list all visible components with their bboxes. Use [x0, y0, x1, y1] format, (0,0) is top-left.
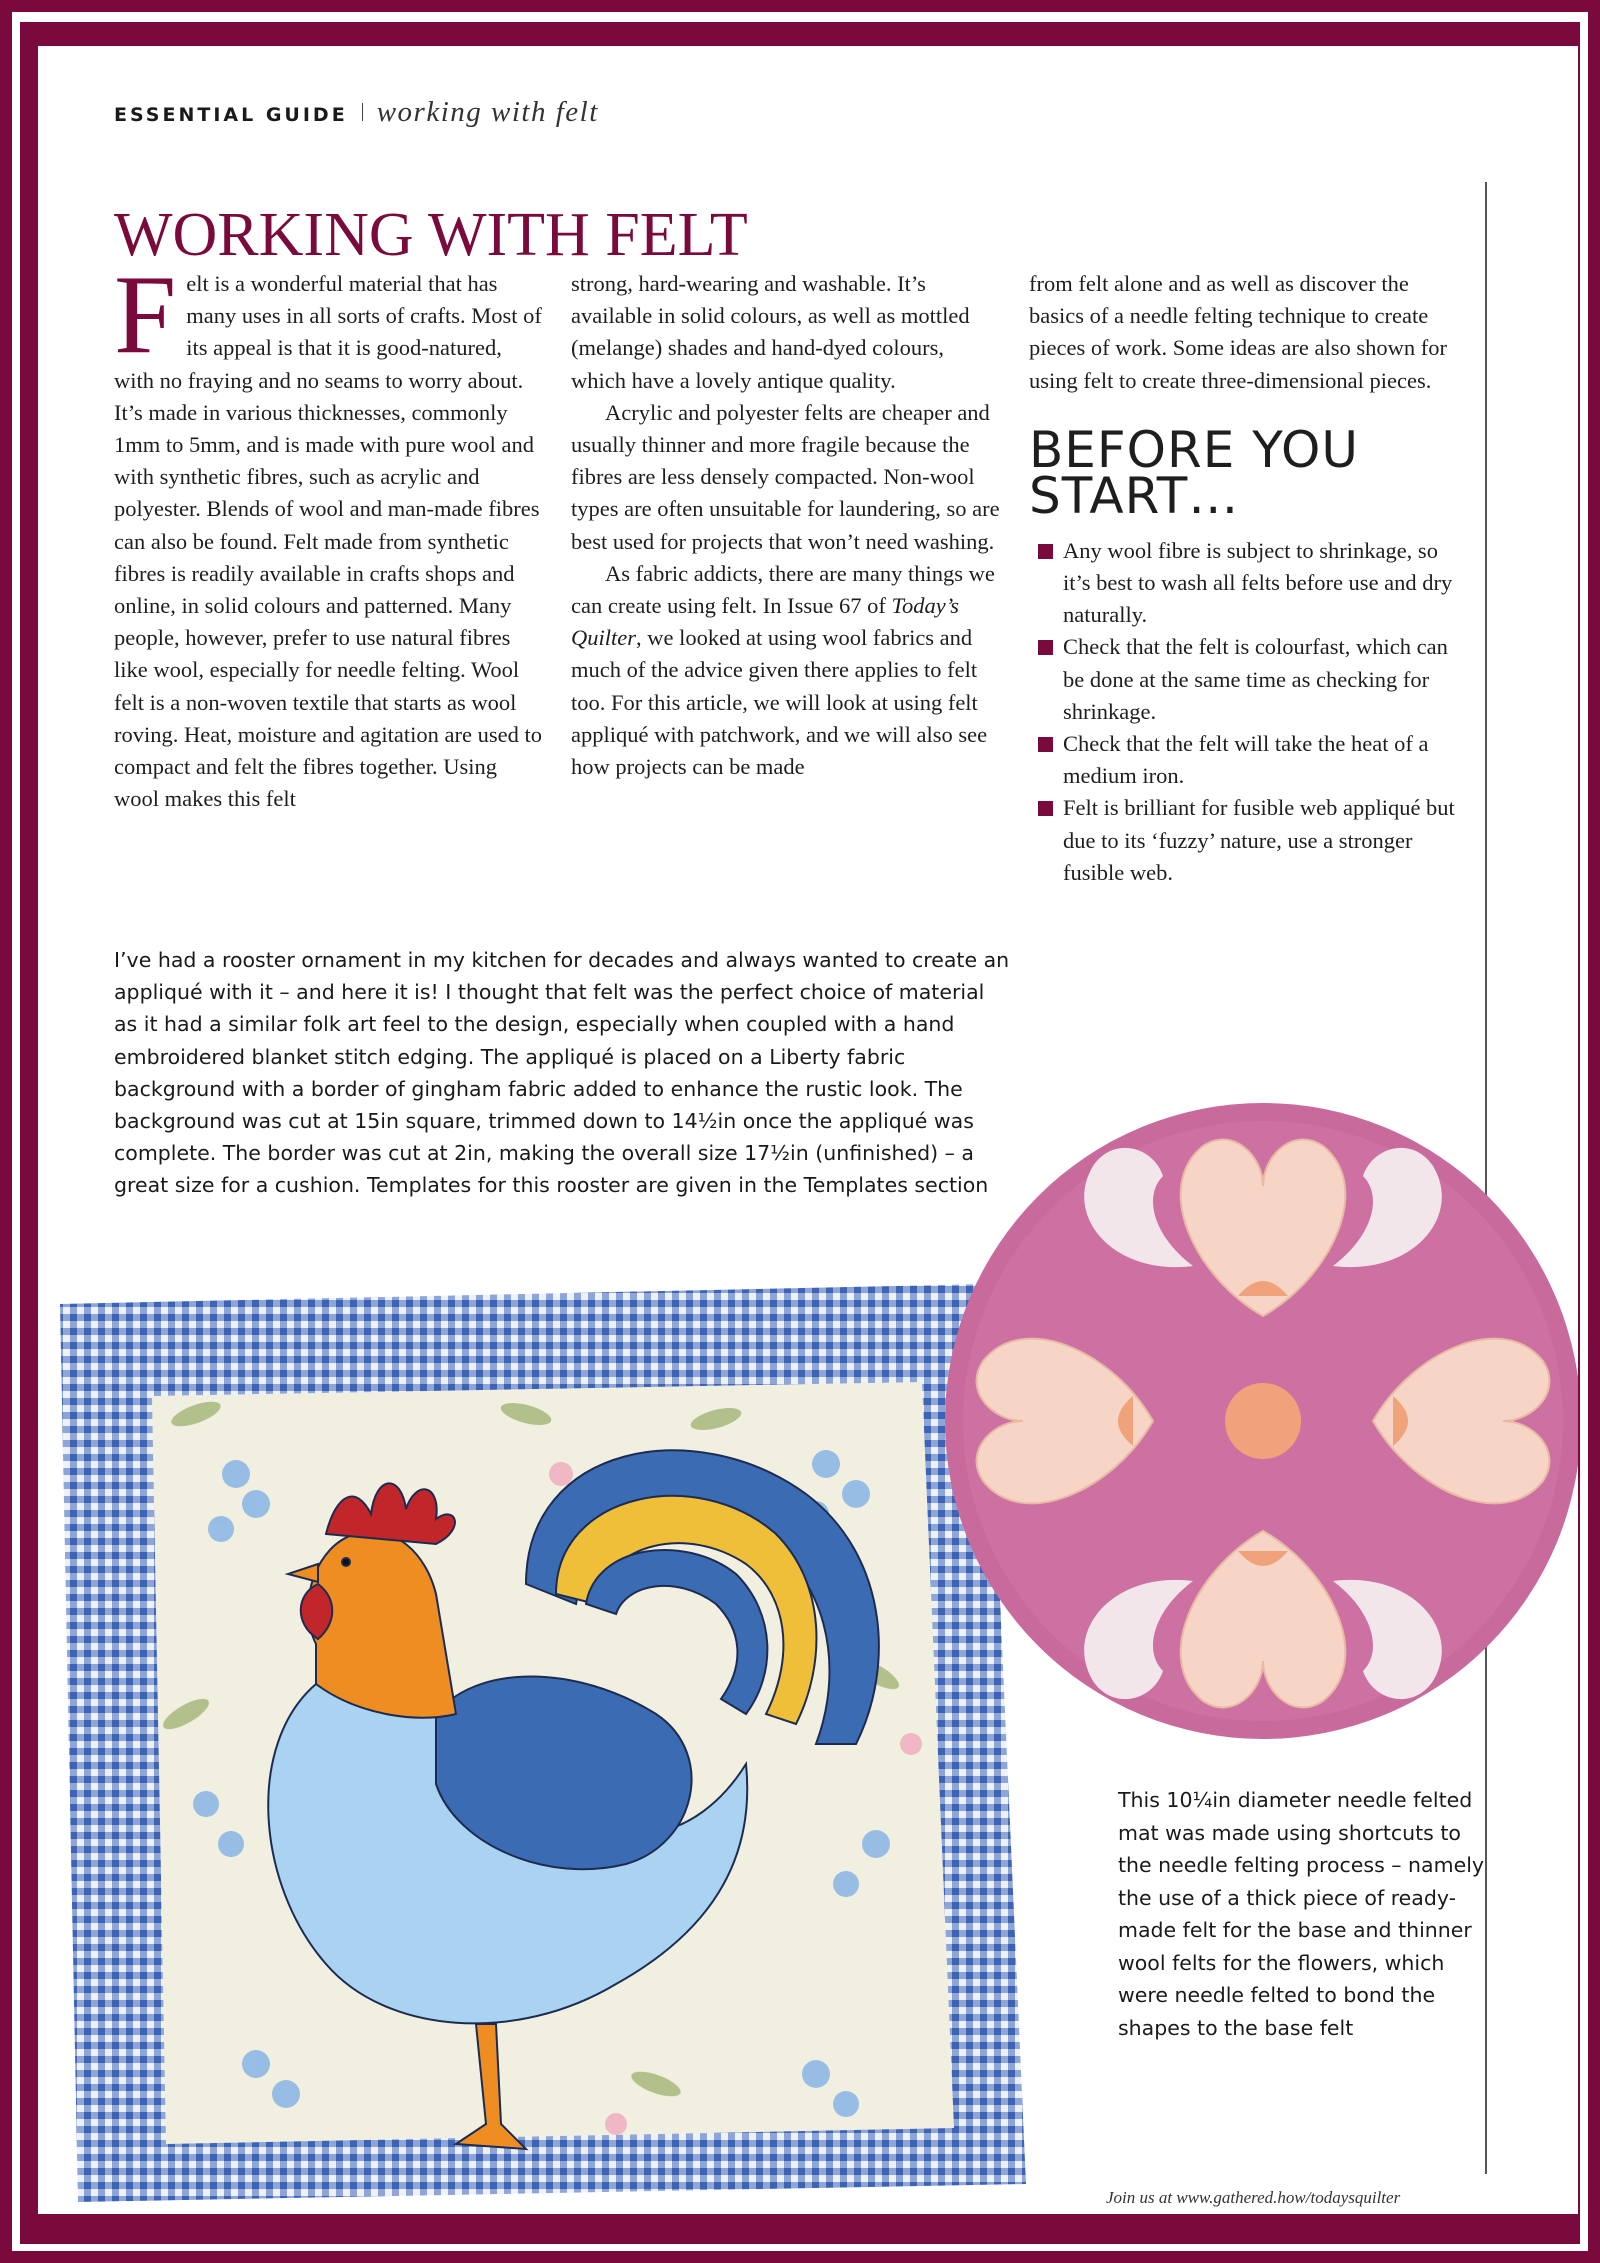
tip-text: Check that the felt is colourfast, which can be done at the same time as checking for shrinkage.: [1063, 634, 1448, 724]
drop-cap: F: [114, 253, 177, 377]
running-header: [114, 96, 599, 129]
mat-caption: This 10¼in diameter needle felted mat was made using shortcuts to the needle felting process – namely the use of a thick piece of ready-made felt for the base and thinner wool felts for the flowers, which were needle felted to bond the shapes to the base felt: [1118, 1788, 1485, 2040]
bullet-square-icon: [1038, 801, 1053, 816]
tip-item: [1033, 792, 1461, 889]
rooster-applique-photo: [56, 1244, 1026, 2206]
tip-item: [1033, 631, 1461, 728]
felted-mat-photo: [938, 1096, 1578, 1746]
paragraph: Acrylic and polyester felts are cheaper and usually thinner and more fragile because the fibres are less densely compacted. Non-wool types are often unsuitable for laundering, so are best used for projects that won’t need washing.: [571, 399, 1000, 554]
intro-paragraph: [114, 253, 546, 815]
tip-text: Any wool fibre is subject to shrinkage, so it’s best to wash all felts before use and dry naturally.: [1063, 537, 1453, 628]
mat-centre-circle: [1225, 1383, 1301, 1459]
paragraph-text: As fabric addicts, there are many things we can create using felt. In Issue 67 of: [571, 560, 995, 619]
footer-link-text: Join us at www.gathered.how/todaysquilter: [1106, 2188, 1401, 2207]
tip-text: Check that the felt will take the heat of a medium iron.: [1063, 731, 1429, 789]
bullet-square-icon: [1038, 640, 1053, 655]
tip-item: [1033, 728, 1461, 792]
header-separator: [362, 103, 363, 121]
section-label: ESSENTIAL GUIDE: [114, 104, 348, 126]
page: [38, 46, 1578, 2214]
rooster-caption: I’ve had a rooster ornament in my kitchen for decades and always wanted to create an appliqué with it – and here it is! I thought that felt was the perfect choice of material as it had a similar folk art feel to the design, especially when coupled with a hand embroidered blanket stitch edging. The appliqué is placed on a Liberty fabric background with a border of gingham fabric added to enhance the rustic look. The background was cut at 15in square, trimmed down to 14½in once the appliqué was complete. The border was cut at 2in, making the overall size 17½in (unfinished) – a great size for a cushion. Templates for this rooster are given in the Templates section: [114, 948, 1010, 1198]
rooster-eye: [342, 1558, 350, 1566]
before-you-start-heading: [1029, 420, 1461, 525]
heading-line: BEFORE YOU: [1029, 420, 1359, 479]
tip-item: [1033, 535, 1461, 632]
paragraph: [571, 558, 1003, 783]
bullet-square-icon: [1038, 737, 1053, 752]
paragraph-text: , we looked at using wool fabrics and much of the advice given there applies to felt too. For this article, we will look at using felt appliqué with patchwork, and we will also see how projects can be made: [571, 625, 988, 780]
paragraph: from felt alone and as well as discover the basics of a needle felting technique to create pieces of work. Some ideas are also shown for using felt to create three-dimensional pieces.: [1029, 271, 1448, 393]
text-column-1: [114, 253, 546, 815]
text-column-3: [1029, 268, 1461, 889]
magazine-name: Today’s Quilter: [571, 593, 960, 651]
paragraph: strong, hard-wearing and washable. It’s available in solid colours, as well as mottled (melange) shades and hand-dyed colours, which have a lovely antique quality.: [571, 271, 970, 393]
heading-line: START…: [1029, 466, 1240, 525]
article-title: WORKING WITH FELT: [114, 201, 748, 269]
bullet-square-icon: [1038, 544, 1053, 559]
intro-text: elt is a wonderful material that has many uses in all sorts of crafts. Most of its appeal is that it is good-natured, with no fraying and no seams to worry about. It’s made in various thicknesses, commonly 1mm to 5mm, and is made with pure wool and with synthetic fibres, such as acrylic and polyester. Blends of wool and man-made fibres can also be found. Felt made from synthetic fibres is readily available in crafts shops and online, in solid colours and patterned. Many people, however, prefer to use natural fibres like wool, especially for needle felting. Wool felt is a non-woven textile that starts as wool roving. Heat, moisture and agitation are used to compact and felt the fibres together. Using wool makes this felt: [114, 271, 543, 812]
section-subtitle: working with felt: [376, 96, 599, 128]
tip-text: Felt is brilliant for fusible web appliqué but due to its ‘fuzzy’ nature, use a stronger fusible web.: [1063, 795, 1455, 885]
text-column-2: [571, 268, 1003, 783]
tips-list: [1029, 535, 1461, 889]
